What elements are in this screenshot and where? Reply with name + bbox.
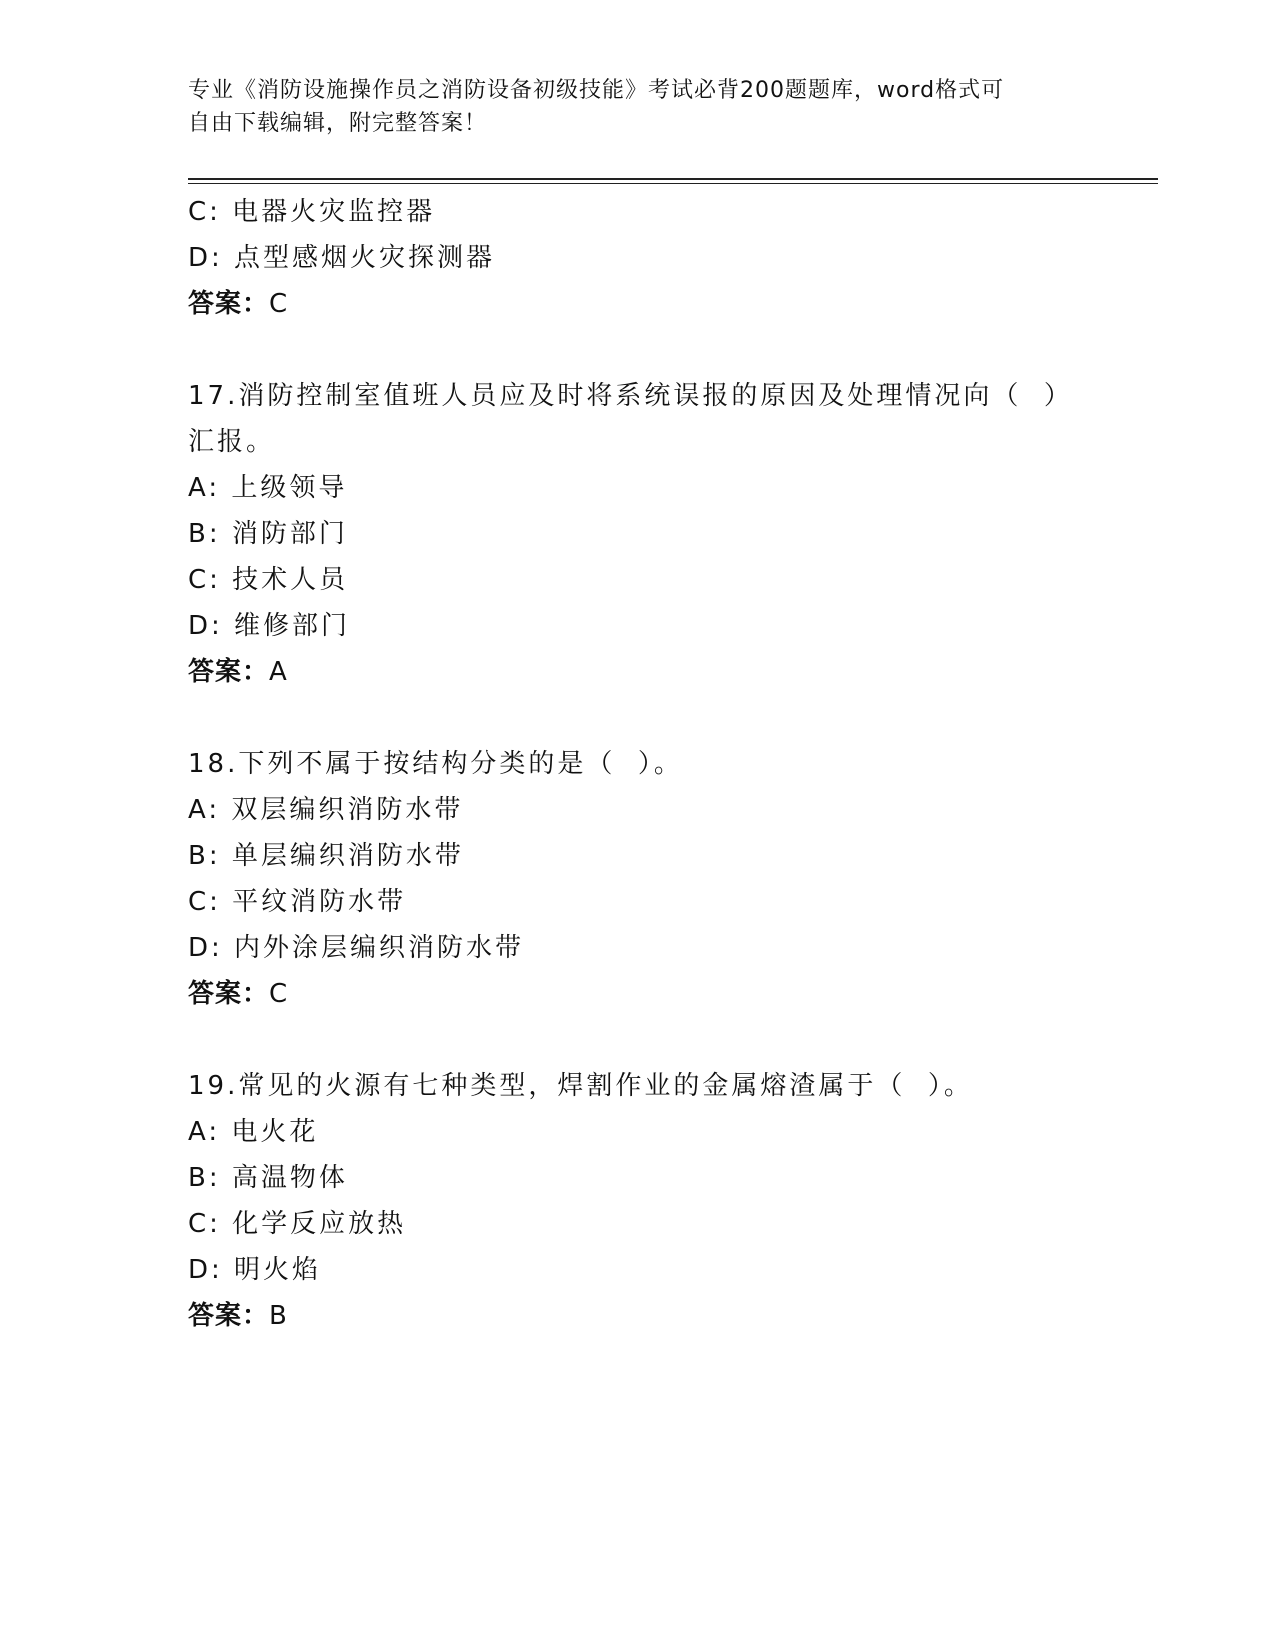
option-d: D: 内外涂层编织消防水带	[188, 933, 525, 963]
option-a: A: 双层编织消防水带	[188, 795, 464, 825]
header-divider-thin	[188, 183, 1158, 184]
answer-label: 答案：	[188, 289, 270, 319]
question-17	[188, 373, 1088, 695]
answer-line	[188, 971, 1088, 1017]
answer-value: B	[269, 1301, 288, 1331]
question-spacer	[188, 695, 1088, 741]
option-b: B: 高温物体	[188, 1163, 348, 1193]
question-18	[188, 741, 1088, 1017]
header-line-2: 自由下载编辑，附完整答案！	[188, 111, 488, 136]
answer-line	[188, 281, 1088, 327]
document-header	[188, 74, 1068, 140]
option-b: B: 消防部门	[188, 519, 348, 549]
question-stem-continued: 汇报。	[188, 427, 276, 457]
option-c: C: 平纹消防水带	[188, 887, 407, 917]
option-c: C: 技术人员	[188, 565, 349, 595]
answer-line	[188, 649, 1088, 695]
option-d: D: 维修部门	[188, 611, 351, 641]
option-a: A: 上级领导	[188, 473, 348, 503]
option-b: B: 单层编织消防水带	[188, 841, 464, 871]
question-list	[188, 189, 1088, 1339]
answer-label: 答案：	[188, 1301, 270, 1331]
question-stem: 19.常见的火源有七种类型，焊割作业的金属熔渣属于（ ）。	[188, 1071, 973, 1101]
option-d: D: 点型感烟火灾探测器	[188, 243, 496, 273]
question-16-continued	[188, 189, 1088, 327]
question-spacer	[188, 1017, 1088, 1063]
option-a: A: 电火花	[188, 1117, 319, 1147]
question-stem: 18.下列不属于按结构分类的是（ ）。	[188, 749, 683, 779]
question-19	[188, 1063, 1088, 1339]
option-d: D: 明火焰	[188, 1255, 322, 1285]
answer-line	[188, 1293, 1088, 1339]
option-c: C: 化学反应放热	[188, 1209, 407, 1239]
question-spacer	[188, 327, 1088, 373]
answer-value: C	[269, 289, 289, 319]
question-stem: 17.消防控制室值班人员应及时将系统误报的原因及处理情况向（ ）	[188, 381, 1073, 411]
answer-label: 答案：	[188, 657, 270, 687]
answer-label: 答案：	[188, 979, 270, 1009]
option-c: C: 电器火灾监控器	[188, 197, 436, 227]
answer-value: A	[269, 657, 288, 687]
header-divider-thick	[188, 178, 1158, 180]
answer-value: C	[269, 979, 289, 1009]
header-line-1: 专业《消防设施操作员之消防设备初级技能》考试必背200题题库，word格式可	[188, 78, 1005, 103]
